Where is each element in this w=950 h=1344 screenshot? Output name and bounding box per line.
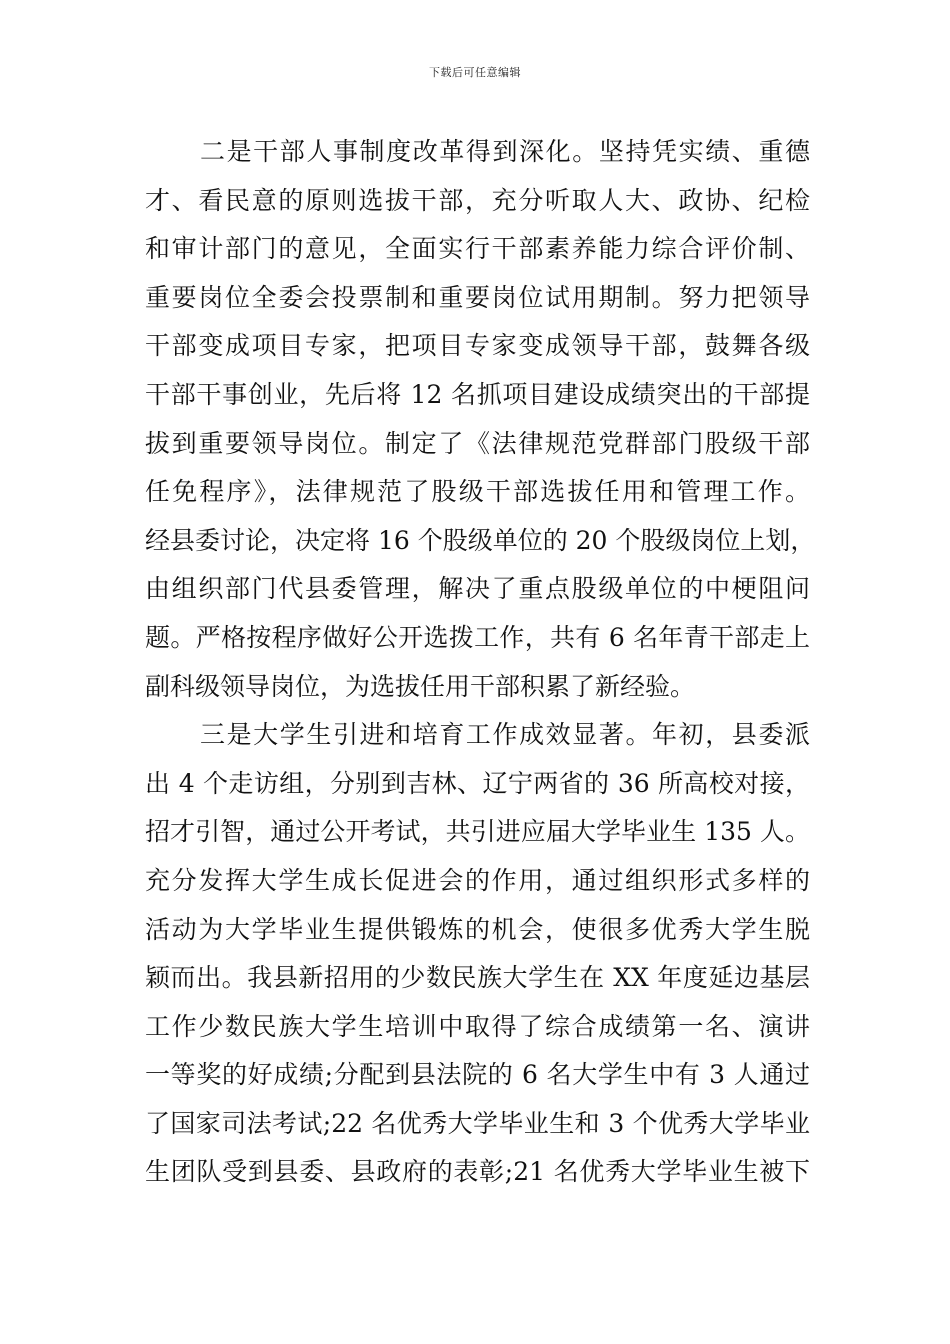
paragraph-graduate-recruitment	[145, 711, 810, 1197]
paragraph-line: 任免程序》，法律规范了股级干部选拔任用和管理工作。	[145, 477, 810, 507]
paragraph-line: 才、看民意的原则选拔干部，充分听取人大、政协、纪检	[145, 185, 810, 215]
paragraph-cadre-reform	[145, 128, 816, 711]
paragraph-line: 生团队受到县委、县政府的表彰;21 名优秀大学毕业生被下	[145, 1157, 810, 1187]
paragraph-line: 一等奖的好成绩;分配到县法院的 6 名大学生中有 3 人通过	[145, 1060, 810, 1090]
paragraph-line: 二是干部人事制度改革得到深化。坚持凭实绩、重德	[200, 137, 810, 166]
document-body	[145, 128, 816, 1197]
paragraph-line: 干部变成项目专家，把项目专家变成领导干部，鼓舞各级	[145, 331, 810, 361]
paragraph-line: 副科级领导岗位，为选拔任用干部积累了新经验。	[145, 671, 696, 701]
paragraph-line: 出 4 个走访组，分别到吉林、辽宁两省的 36 所高校对接，	[145, 768, 810, 798]
paragraph-line: 颖而出。我县新招用的少数民族大学生在 XX 年度延边基层	[145, 963, 810, 993]
paragraph-line: 三是大学生引进和培育工作成效显著。年初，县委派	[200, 720, 810, 750]
paragraph-line: 经县委讨论，决定将 16 个股级单位的 20 个股级岗位上划，	[145, 525, 816, 555]
paragraph-line: 了国家司法考试;22 名优秀大学毕业生和 3 个优秀大学毕业	[145, 1108, 810, 1138]
paragraph-line: 工作少数民族大学生培训中取得了综合成绩第一名、演讲	[145, 1011, 810, 1041]
paragraph-line: 充分发挥大学生成长促进会的作用，通过组织形式多样的	[145, 865, 810, 895]
paragraph-line: 干部干事创业，先后将 12 名抓项目建设成绩突出的干部提	[145, 379, 810, 409]
paragraph-line: 题。严格按程序做好公开选拨工作，共有 6 名年青干部走上	[145, 622, 810, 652]
paragraph-line: 招才引智，通过公开考试，共引进应届大学毕业生 135 人。	[145, 817, 810, 847]
paragraph-line: 和审计部门的意见，全面实行干部素养能力综合评价制、	[145, 234, 810, 264]
paragraph-line: 活动为大学毕业生提供锻炼的机会，使很多优秀大学生脱	[145, 914, 810, 944]
paragraph-line: 重要岗位全委会投票制和重要岗位试用期制。努力把领导	[145, 282, 810, 312]
paragraph-line: 拔到重要领导岗位。制定了《法律规范党群部门股级干部	[145, 428, 810, 458]
paragraph-line: 由组织部门代县委管理，解决了重点股级单位的中梗阻问	[145, 574, 810, 604]
page-header: 下载后可任意编辑	[429, 66, 521, 79]
